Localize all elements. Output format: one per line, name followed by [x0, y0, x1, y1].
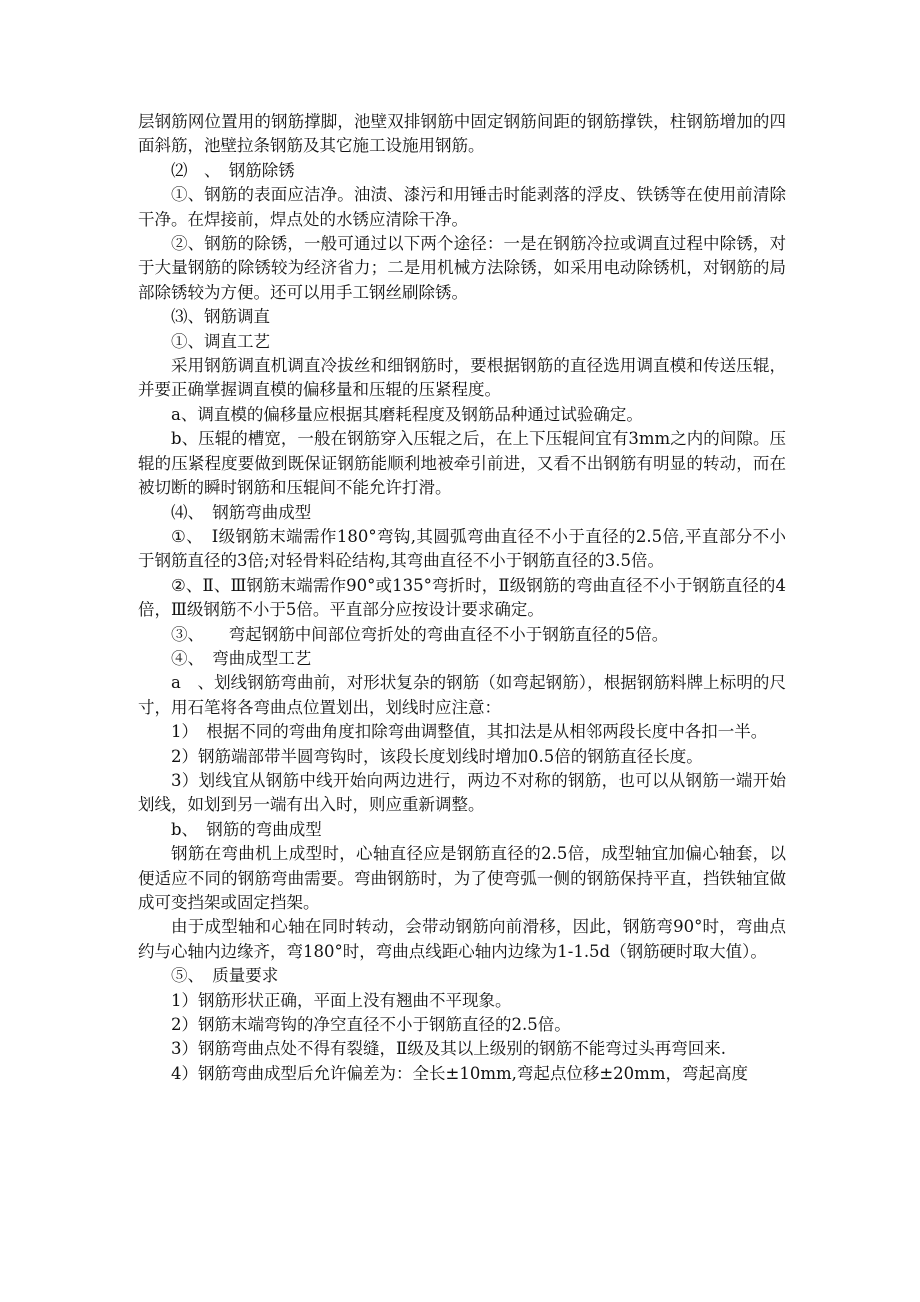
list-item: 1）钢筋形状正确，平面上没有翘曲不平现象。 — [171, 990, 512, 1010]
list-item: a 、划线钢筋弯曲前，对形状复杂的钢筋（如弯起钢筋），根据钢筋料牌上标明的尺寸，用石笔将各弯曲点位置划出，划线时应注意： — [138, 673, 786, 717]
list-item: ②、Ⅱ、Ⅲ钢筋末端需作90°或135°弯折时，Ⅱ级钢筋的弯曲直径不小于钢筋直径的4倍，Ⅲ级钢筋不小于5倍。平直部分应按设计要求确定。 — [138, 575, 786, 620]
section-heading: ⑷、 钢筋弯曲成型 — [171, 502, 312, 522]
list-item: ③、 弯起钢筋中间部位弯折处的弯曲直径不小于钢筋直径的5倍。 — [171, 624, 669, 644]
list-item: ①、 Ⅰ级钢筋末端需作180°弯钩,其圆弧弯曲直径不小于直径的2.5倍,平直部分不小于钢筋直径的3倍;对轻骨料砼结构,其弯曲直径不小于钢筋直径的3.5倍。 — [138, 526, 786, 571]
paragraph: 由于成型轴和心轴在同时转动，会带动钢筋向前滑移，因此，钢筋弯90°时，弯曲点约与心轴内边缘齐，弯180°时，弯曲点线距心轴内边缘为1-1.5d（钢筋硬时取大值）。 — [138, 917, 786, 961]
list-item: 3）钢筋弯曲点处不得有裂缝，Ⅱ级及其以上级别的钢筋不能弯过头再弯回来. — [171, 1039, 726, 1059]
list-item: b、 钢筋的弯曲成型 — [171, 819, 322, 839]
list-item: 1） 根据不同的弯曲角度扣除弯曲调整值，其扣法是从相邻两段长度中各扣一半。 — [171, 722, 768, 742]
document-body — [138, 110, 786, 1086]
paragraph: ②、钢筋的除锈，一般可通过以下两个途径：一是在钢筋冷拉或调直过程中除锈，对于大量钢筋的除锈较为经济省力；二是用机械方法除锈，如采用电动除锈机，对钢筋的局部除锈较为方便。还可以用手工钢丝刷除锈。 — [138, 234, 786, 302]
list-item: 3）划线宜从钢筋中线开始向两边进行，两边不对称的钢筋，也可以从钢筋一端开始划线，如划到另一端有出入时，则应重新调整。 — [138, 770, 786, 815]
subsection-heading: ⑤、 质量要求 — [171, 966, 279, 986]
paragraph: ①、钢筋的表面应洁净。油渍、漆污和用锤击时能剥落的浮皮、铁锈等在使用前清除干净。在焊接前，焊点处的水锈应清除干净。 — [138, 185, 786, 229]
list-item: 4）钢筋弯曲成型后允许偏差为：全长±10mm,弯起点位移±20mm，弯起高度 — [171, 1063, 748, 1083]
list-item: 2）钢筋末端弯钩的净空直径不小于钢筋直径的2.5倍。 — [171, 1015, 571, 1035]
list-item: b、压辊的槽宽，一般在钢筋穿入压辊之后，在上下压辊间宜有3mm之内的间隙。压辊的压紧程度要做到既保证钢筋能顺利地被牵引前进，又看不出钢筋有明显的转动，而在被切断的瞬时钢筋和压辊间不能允许打滑。 — [138, 429, 786, 498]
paragraph: 钢筋在弯曲机上成型时，心轴直径应是钢筋直径的2.5倍，成型轴宜加偏心轴套，以便适应不同的钢筋弯曲需要。弯曲钢筋时，为了使弯弧一侧的钢筋保持平直，挡铁轴宜做成可变挡架或固定挡架。 — [138, 844, 786, 912]
list-item: 2）钢筋端部带半圆弯钩时，该段长度划线时增加0.5倍的钢筋直径长度。 — [171, 746, 703, 766]
paragraph: 层钢筋网位置用的钢筋撑脚，池壁双排钢筋中固定钢筋间距的钢筋撑铁，柱钢筋增加的四面斜筋，池壁拉条钢筋及其它施工设施用钢筋。 — [138, 112, 786, 156]
section-heading: ⑶、钢筋调直 — [171, 307, 270, 327]
list-item: a、调直模的偏移量应根据其磨耗程度及钢筋品种通过试验确定。 — [171, 404, 643, 424]
subsection-heading: ④、 弯曲成型工艺 — [171, 648, 312, 668]
paragraph: 采用钢筋调直机调直冷拔丝和细钢筋时，要根据钢筋的直径选用调直模和传送压辊，并要正确掌握调直模的偏移量和压辊的压紧程度。 — [138, 356, 786, 400]
section-heading: ⑵ 、 钢筋除锈 — [171, 160, 295, 180]
subsection-heading: ①、调直工艺 — [171, 331, 270, 351]
